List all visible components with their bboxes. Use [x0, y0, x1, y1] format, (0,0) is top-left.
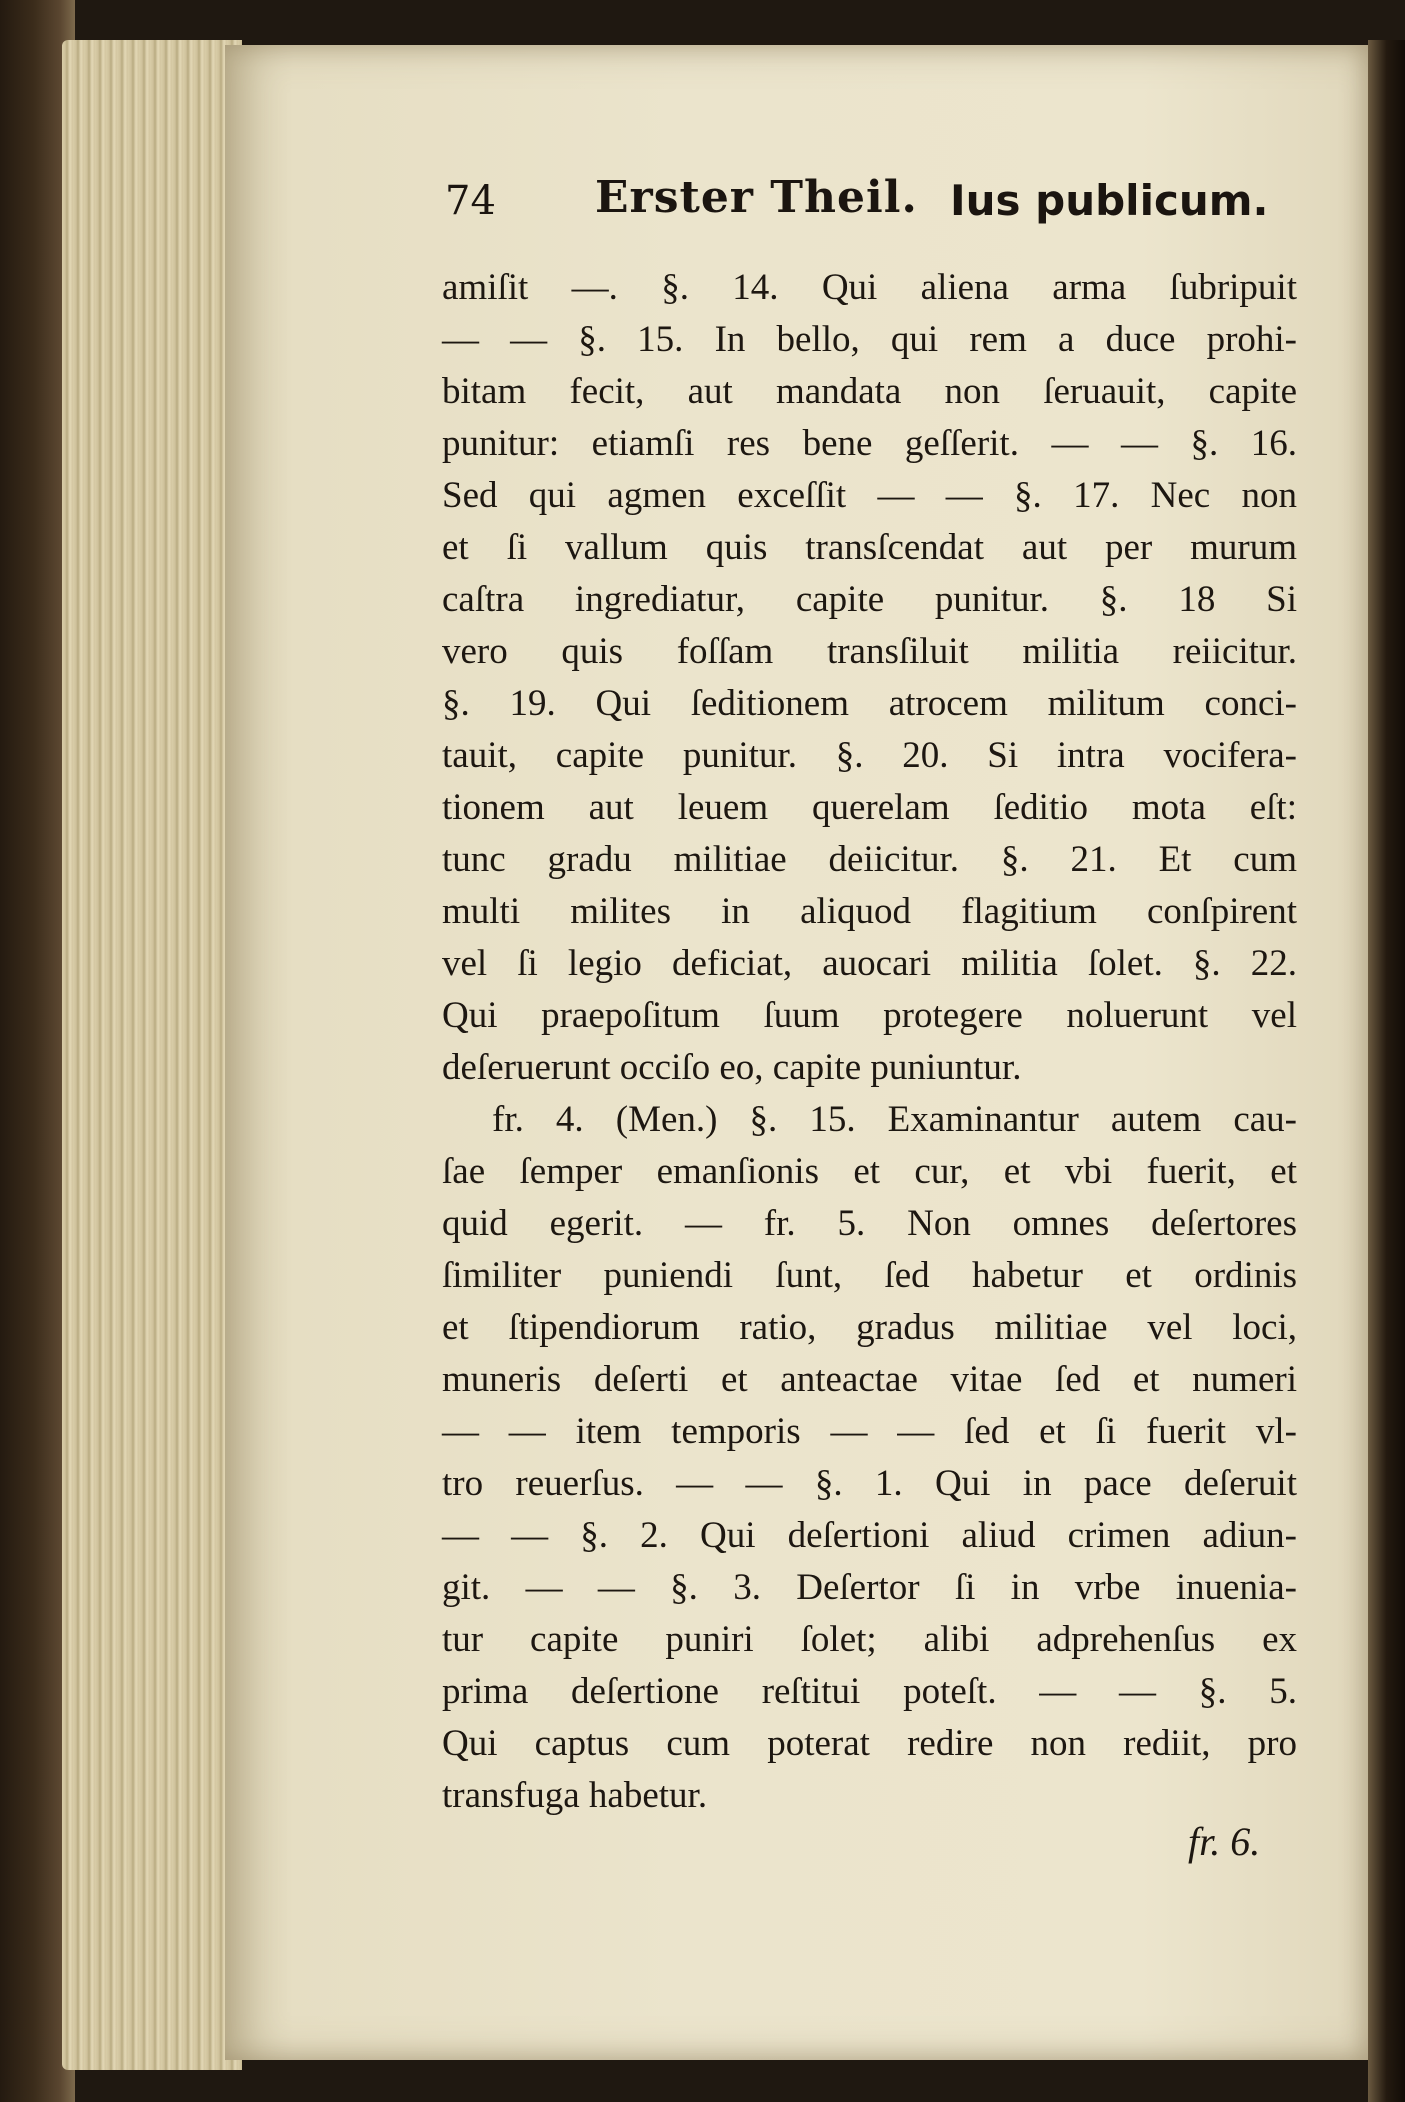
- text-line: transfuga habetur.: [442, 1775, 708, 1816]
- text-line: punitur: etiamſi res bene geſſerit. — — §. 16.: [442, 423, 1297, 464]
- text-line: deſeruerunt occiſo eo, capite puniuntur.: [442, 1047, 1022, 1088]
- text-line: caſtra ingrediatur, capite punitur. §. 18 Si: [442, 579, 1297, 620]
- text-line: — — §. 15. In bello, qui rem a duce prohi-: [442, 319, 1297, 360]
- text-line: bitam fecit, aut mandata non ſeruauit, capite: [442, 371, 1297, 412]
- text-line: — — item temporis — — ſed et ſi fuerit vl-: [442, 1411, 1297, 1452]
- text-line: Qui captus cum poterat redire non rediit, pro: [442, 1723, 1297, 1764]
- book-gutter: [1368, 40, 1405, 2102]
- page-edges: [62, 40, 242, 2070]
- text-line: muneris deſerti et anteactae vitae ſed et numeri: [442, 1359, 1297, 1400]
- text-line: tur capite puniri ſolet; alibi adprehenſus ex: [442, 1619, 1297, 1660]
- body-text: [442, 262, 1297, 1822]
- catchword: fr. 6.: [1188, 1819, 1261, 1864]
- text-line: — — §. 2. Qui deſertioni aliud crimen adiun-: [442, 1515, 1297, 1556]
- text-line: tro reuerſus. — — §. 1. Qui in pace deſeruit: [442, 1463, 1297, 1504]
- header-subtitle: Ius publicum.: [950, 176, 1269, 225]
- text-line: fr. 4. (Men.) §. 15. Examinantur autem cau-: [492, 1099, 1297, 1140]
- text-line: tauit, capite punitur. §. 20. Si intra vocifera-: [442, 735, 1297, 776]
- text-line: amiſit —. §. 14. Qui aliena arma ſubripuit: [442, 267, 1297, 308]
- text-line: prima deſertione reſtitui poteſt. — — §. 5.: [442, 1671, 1297, 1712]
- text-line: et ſi vallum quis transſcendat aut per murum: [442, 527, 1297, 568]
- text-line: Sed qui agmen exceſſit — — §. 17. Nec non: [442, 475, 1297, 516]
- text-line: tionem aut leuem querelam ſeditio mota eſt:: [442, 787, 1297, 828]
- text-line: quid egerit. — fr. 5. Non omnes deſertores: [442, 1203, 1297, 1244]
- page-number: 74: [445, 178, 496, 224]
- header-title: Erster Theil.: [595, 172, 918, 223]
- text-line: Qui praepoſitum ſuum protegere noluerunt vel: [442, 995, 1297, 1036]
- text-line: et ſtipendiorum ratio, gradus militiae vel loci,: [442, 1307, 1297, 1348]
- text-line: git. — — §. 3. Deſertor ſi in vrbe inuenia-: [442, 1567, 1297, 1608]
- text-line: vel ſi legio deficiat, auocari militia ſolet. §. 22.: [442, 943, 1297, 984]
- text-line: multi milites in aliquod flagitium conſpirent: [442, 891, 1297, 932]
- text-line: vero quis foſſam transſiluit militia reiicitur.: [442, 631, 1297, 672]
- text-line: §. 19. Qui ſeditionem atrocem militum conci-: [442, 683, 1297, 724]
- running-header: [445, 168, 1325, 238]
- text-line: ſimiliter puniendi ſunt, ſed habetur et ordinis: [442, 1255, 1297, 1296]
- text-line: tunc gradu militiae deiicitur. §. 21. Et cum: [442, 839, 1297, 880]
- text-line: ſae ſemper emanſionis et cur, et vbi fuerit, et: [442, 1151, 1297, 1192]
